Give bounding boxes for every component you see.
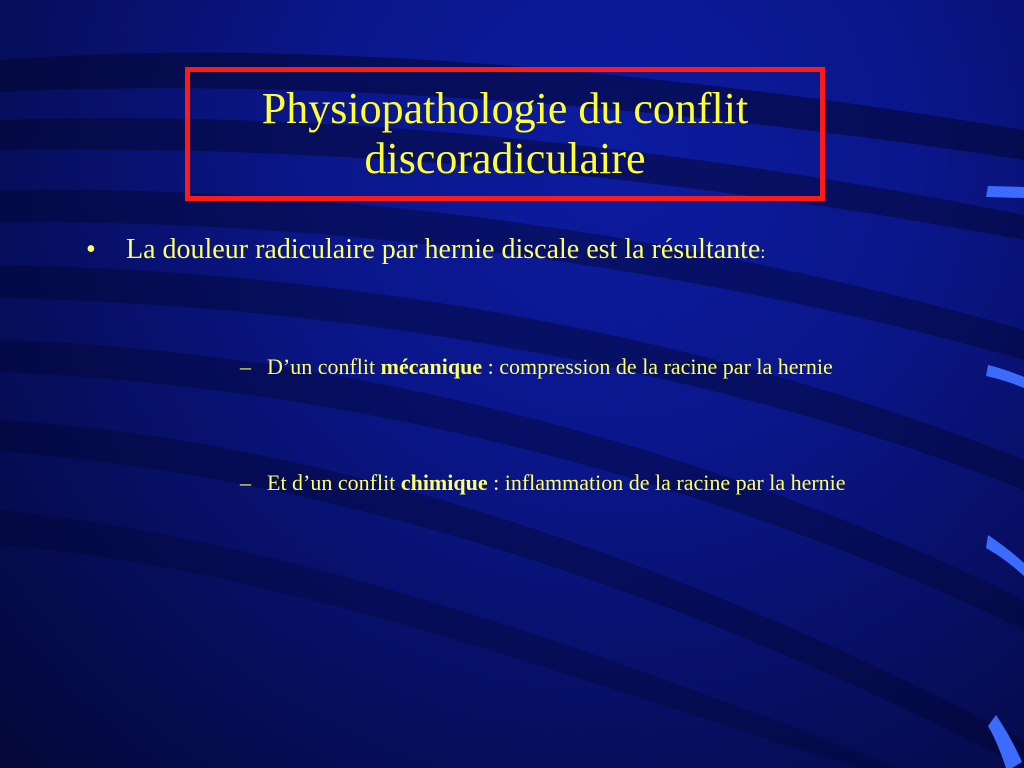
sub-bullet-prefix: D’un conflit	[267, 354, 381, 379]
sub-bullet-emphasis: chimique	[400, 470, 488, 495]
main-bullet-label: La douleur radiculaire par hernie discale est la résultante	[126, 234, 761, 265]
main-bullet	[86, 232, 986, 270]
sub-bullet-prefix: Et d’un conflit	[267, 470, 401, 495]
sub-bullet-text	[267, 350, 833, 384]
sub-bullet-suffix: : compression de la racine par la hernie	[482, 354, 833, 379]
sub-bullet-text	[267, 466, 846, 500]
main-bullet-text	[126, 232, 765, 270]
swoosh-accent	[986, 186, 1024, 198]
title-frame	[185, 67, 825, 201]
dash-icon: –	[240, 470, 251, 495]
sub-bullet-suffix: : inflammation de la racine par la hernie	[487, 470, 846, 495]
sub-bullet-emphasis: mécanique	[380, 354, 483, 379]
dash-icon: –	[240, 354, 251, 379]
swoosh-accent	[986, 535, 1024, 576]
bullet-icon: •	[86, 234, 96, 265]
main-bullet-colon: :	[760, 242, 766, 262]
sub-bullet-chimique	[240, 466, 940, 500]
sub-bullet-mecanique	[240, 350, 940, 384]
swoosh-accent	[986, 365, 1024, 388]
slide-title: Physiopathologie du conflit discoradiculaire	[261, 84, 749, 183]
